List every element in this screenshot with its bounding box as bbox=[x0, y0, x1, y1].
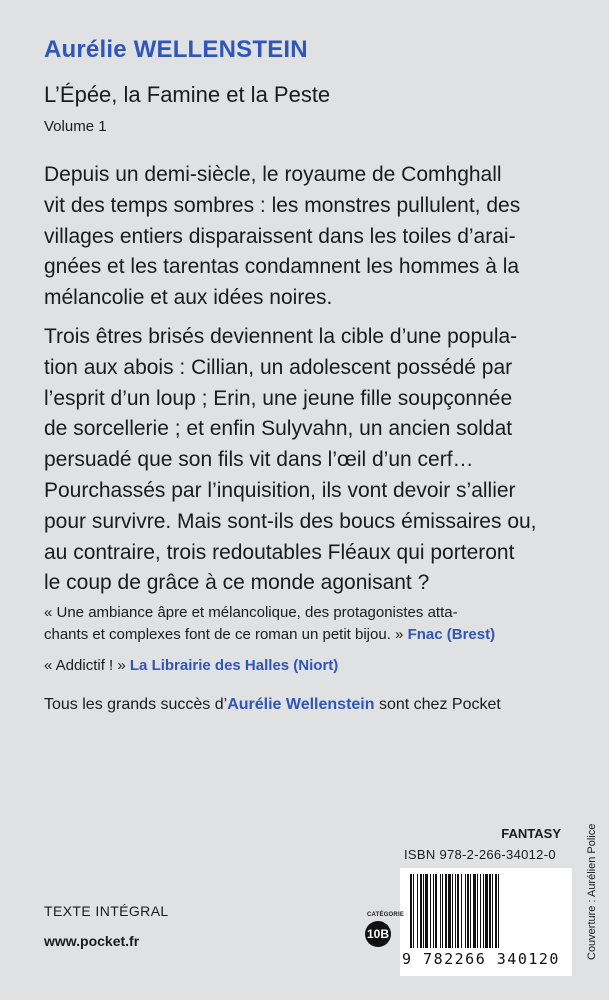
blurb-paragraph-2 bbox=[44, 322, 586, 599]
blurb-line: mélancolie et aux idées noires. bbox=[44, 286, 333, 310]
blurb-line: gnées et les tarentas condamnent les hommes à la bbox=[44, 255, 520, 279]
blurb-line: Pourchassés par l’inquisition, ils vont devoir s’allier bbox=[44, 478, 516, 502]
cover-credit: Couverture : Aurélien Police bbox=[586, 823, 598, 960]
press-quote-librairie bbox=[44, 655, 338, 677]
texte-integral-label: TEXTE INTÉGRAL bbox=[44, 903, 169, 919]
blurb-line: persuadé que son fils vit dans l’œil d’un cerf… bbox=[44, 448, 474, 472]
quote-source: Fnac (Brest) bbox=[407, 626, 496, 643]
barcode-bars bbox=[410, 874, 562, 948]
blurb-paragraph-1 bbox=[44, 160, 586, 314]
barcode-digits: 9 782266 340120 bbox=[402, 950, 560, 968]
blurb-line: de sorcellerie ; et enfin Sulyvahn, un ancien soldat bbox=[44, 417, 513, 441]
quote-text: chants et complexes font de ce roman un petit bijou. » bbox=[44, 626, 404, 643]
promo-after: sont chez Pocket bbox=[374, 696, 501, 713]
blurb-line: au contraire, trois redoutables Fléaux qui porteront bbox=[44, 540, 515, 564]
quote-line bbox=[44, 624, 495, 646]
blurb-line: le coup de grâce à ce monde agonisant ? bbox=[44, 571, 430, 595]
promo-before: Tous les grands succès d’ bbox=[44, 696, 228, 713]
blurb-line: tion aux abois : Cillian, un adolescent possédé par bbox=[44, 355, 513, 379]
blurb-line: vit des temps sombres : les monstres pullulent, des bbox=[44, 193, 521, 217]
category-badge: 10B bbox=[365, 921, 391, 947]
blurb-line: Depuis un demi-siècle, le royaume de Comhghall bbox=[44, 163, 502, 186]
barcode bbox=[400, 868, 572, 976]
promo-author: Aurélie Wellenstein bbox=[227, 696, 375, 713]
blurb-line: villages entiers disparaissent dans les toiles d’arai- bbox=[44, 224, 516, 248]
author-name: Aurélie WELLENSTEIN bbox=[44, 36, 308, 63]
blurb-line: Trois êtres brisés deviennent la cible d’une popula- bbox=[44, 325, 518, 348]
blurb-line: l’esprit d’un loup ; Erin, une jeune fille soupçonnée bbox=[44, 386, 513, 410]
promo-line bbox=[44, 694, 501, 716]
book-title: L’Épée, la Famine et la Peste bbox=[44, 82, 331, 107]
press-quote-fnac bbox=[44, 602, 495, 646]
blurb-line: pour survivre. Mais sont-ils des boucs émissaires ou, bbox=[44, 509, 537, 533]
volume-label: Volume 1 bbox=[44, 118, 107, 135]
website-url: www.pocket.fr bbox=[44, 933, 140, 949]
pocket-promo bbox=[44, 694, 501, 716]
quote-source: La Librairie des Halles (Niort) bbox=[129, 657, 339, 674]
quote-line: « Une ambiance âpre et mélancolique, des protagonistes atta- bbox=[44, 604, 458, 621]
category-label: CATÉGORIE bbox=[367, 912, 405, 918]
genre-label: FANTASY bbox=[501, 826, 561, 841]
quote-text: « Addictif ! » bbox=[44, 657, 126, 674]
isbn-number: ISBN 978-2-266-34012-0 bbox=[404, 847, 556, 862]
quote-line bbox=[44, 655, 338, 677]
